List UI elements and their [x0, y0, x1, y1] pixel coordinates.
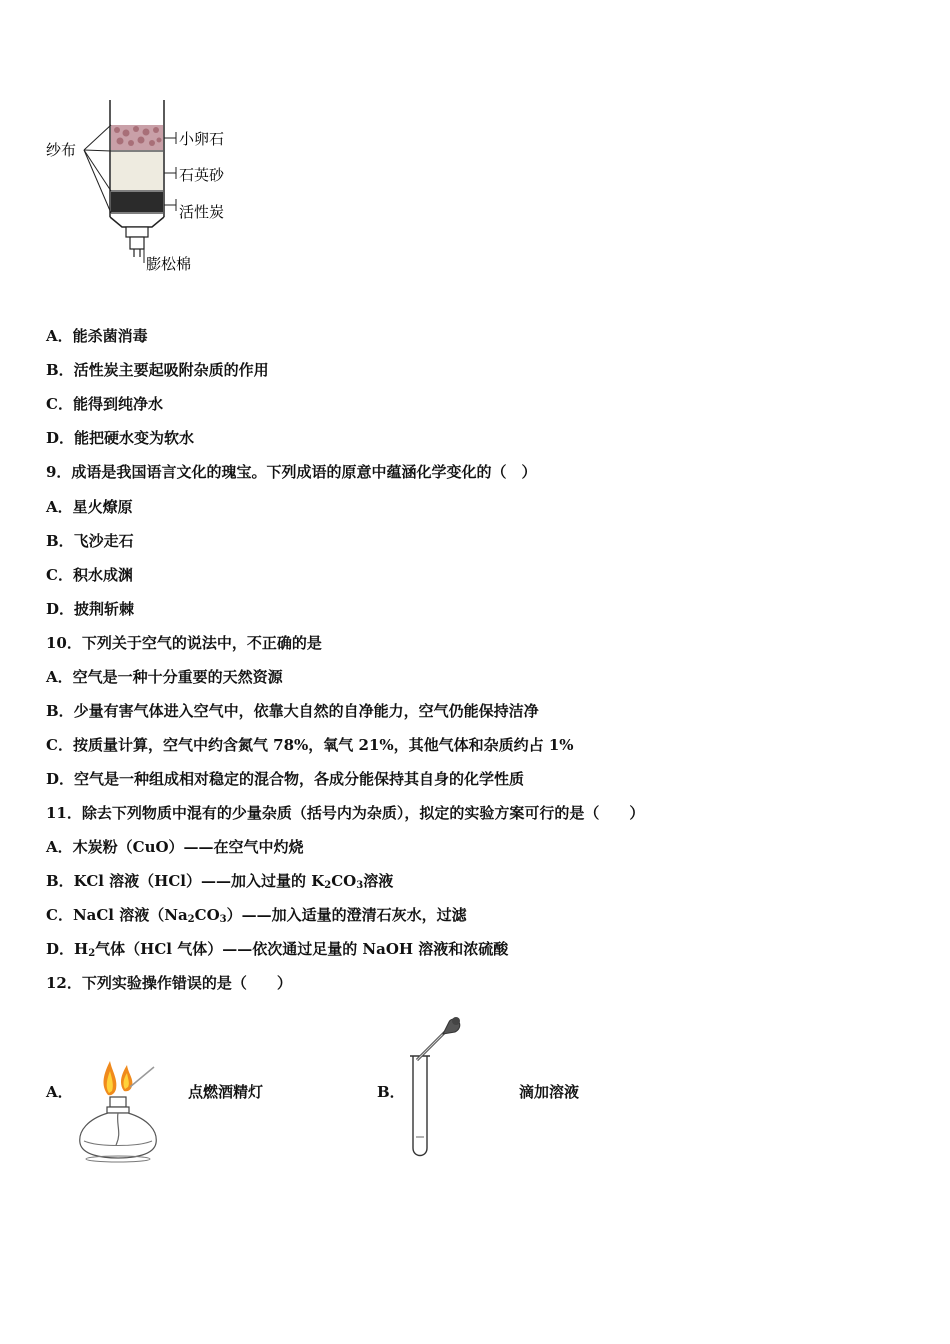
- q11-d-text: D．H: [46, 940, 89, 958]
- q9-option-a: A．星火燎原: [46, 498, 133, 516]
- q10-stem: 10．下列关于空气的说法中，不正确的是: [46, 634, 322, 652]
- q9-option-c: C．积水成渊: [46, 566, 133, 584]
- q9-option-d: D．披荆斩棘: [46, 600, 135, 618]
- q10-option-a: A．空气是一种十分重要的天然资源: [46, 668, 283, 686]
- water-filter-diagram: [40, 95, 270, 285]
- label-activated-carbon: 活性炭: [179, 203, 225, 221]
- q11-c-text: C．NaCl 溶液（Na: [46, 906, 188, 924]
- label-cotton: 膨松棉: [146, 255, 192, 273]
- q8-option-b: B．活性炭主要起吸附杂质的作用: [46, 361, 269, 379]
- q11-d-text: 气体（HCl 气体）——依次通过足量的 NaOH 溶液和浓硫酸: [95, 940, 509, 958]
- q11-c-sub: 2: [187, 914, 195, 925]
- q11-c-text: CO: [194, 906, 220, 924]
- q11-b-sub: 3: [356, 880, 364, 891]
- q8-option-a: A．能杀菌消毒: [46, 327, 148, 345]
- q12-option-b-letter: B．: [377, 1083, 405, 1101]
- label-gauze: 纱布: [46, 141, 77, 159]
- test-tube-dropper-figure: [405, 1012, 475, 1162]
- q11-option-c: [46, 905, 467, 925]
- q11-stem: 11．除去下列物质中混有的少量杂质（括号内为杂质），拟定的实验方案可行的是（ ）: [46, 804, 645, 822]
- label-pebbles: 小卵石: [179, 130, 225, 148]
- q11-b-text: 溶液: [363, 872, 394, 890]
- q10-option-d: D．空气是一种组成相对稳定的混合物，各成分能保持其自身的化学性质: [46, 770, 525, 788]
- q11-d-sub: 2: [88, 948, 96, 959]
- q11-b-sub: 2: [324, 880, 332, 891]
- q10-option-c: C．按质量计算，空气中约含氮气 78%，氧气 21%，其他气体和杂质约占 1%: [46, 736, 574, 754]
- q8-option-d: D．能把硬水变为软水: [46, 429, 195, 447]
- q11-option-d: [46, 939, 508, 959]
- q12-option-b-label: 滴加溶液: [519, 1083, 580, 1101]
- q12-stem: 12．下列实验操作错误的是（ ）: [46, 974, 292, 992]
- alcohol-lamp-figure: [72, 1055, 162, 1163]
- q8-option-c: C．能得到纯净水: [46, 395, 163, 413]
- q11-b-text: B．KCl 溶液（HCl）——加入过量的 K: [46, 872, 325, 890]
- q10-option-b: B．少量有害气体进入空气中，依靠大自然的自净能力，空气仍能保持洁净: [46, 702, 539, 720]
- q11-c-text: ）——加入适量的澄清石灰水，过滤: [226, 906, 467, 924]
- q11-option-b: [46, 871, 393, 891]
- q12-option-a-letter: A．: [46, 1083, 73, 1101]
- label-quartz-sand: 石英砂: [179, 166, 225, 184]
- q9-option-b: B．飞沙走石: [46, 532, 134, 550]
- q12-option-a-label: 点燃酒精灯: [188, 1083, 264, 1101]
- q11-c-sub: 3: [219, 914, 227, 925]
- q9-stem: 9．成语是我国语言文化的瑰宝。下列成语的原意中蕴涵化学变化的（ ）: [46, 463, 537, 481]
- q11-option-a: A．木炭粉（CuO）——在空气中灼烧: [46, 838, 304, 856]
- q11-b-text: CO: [331, 872, 357, 890]
